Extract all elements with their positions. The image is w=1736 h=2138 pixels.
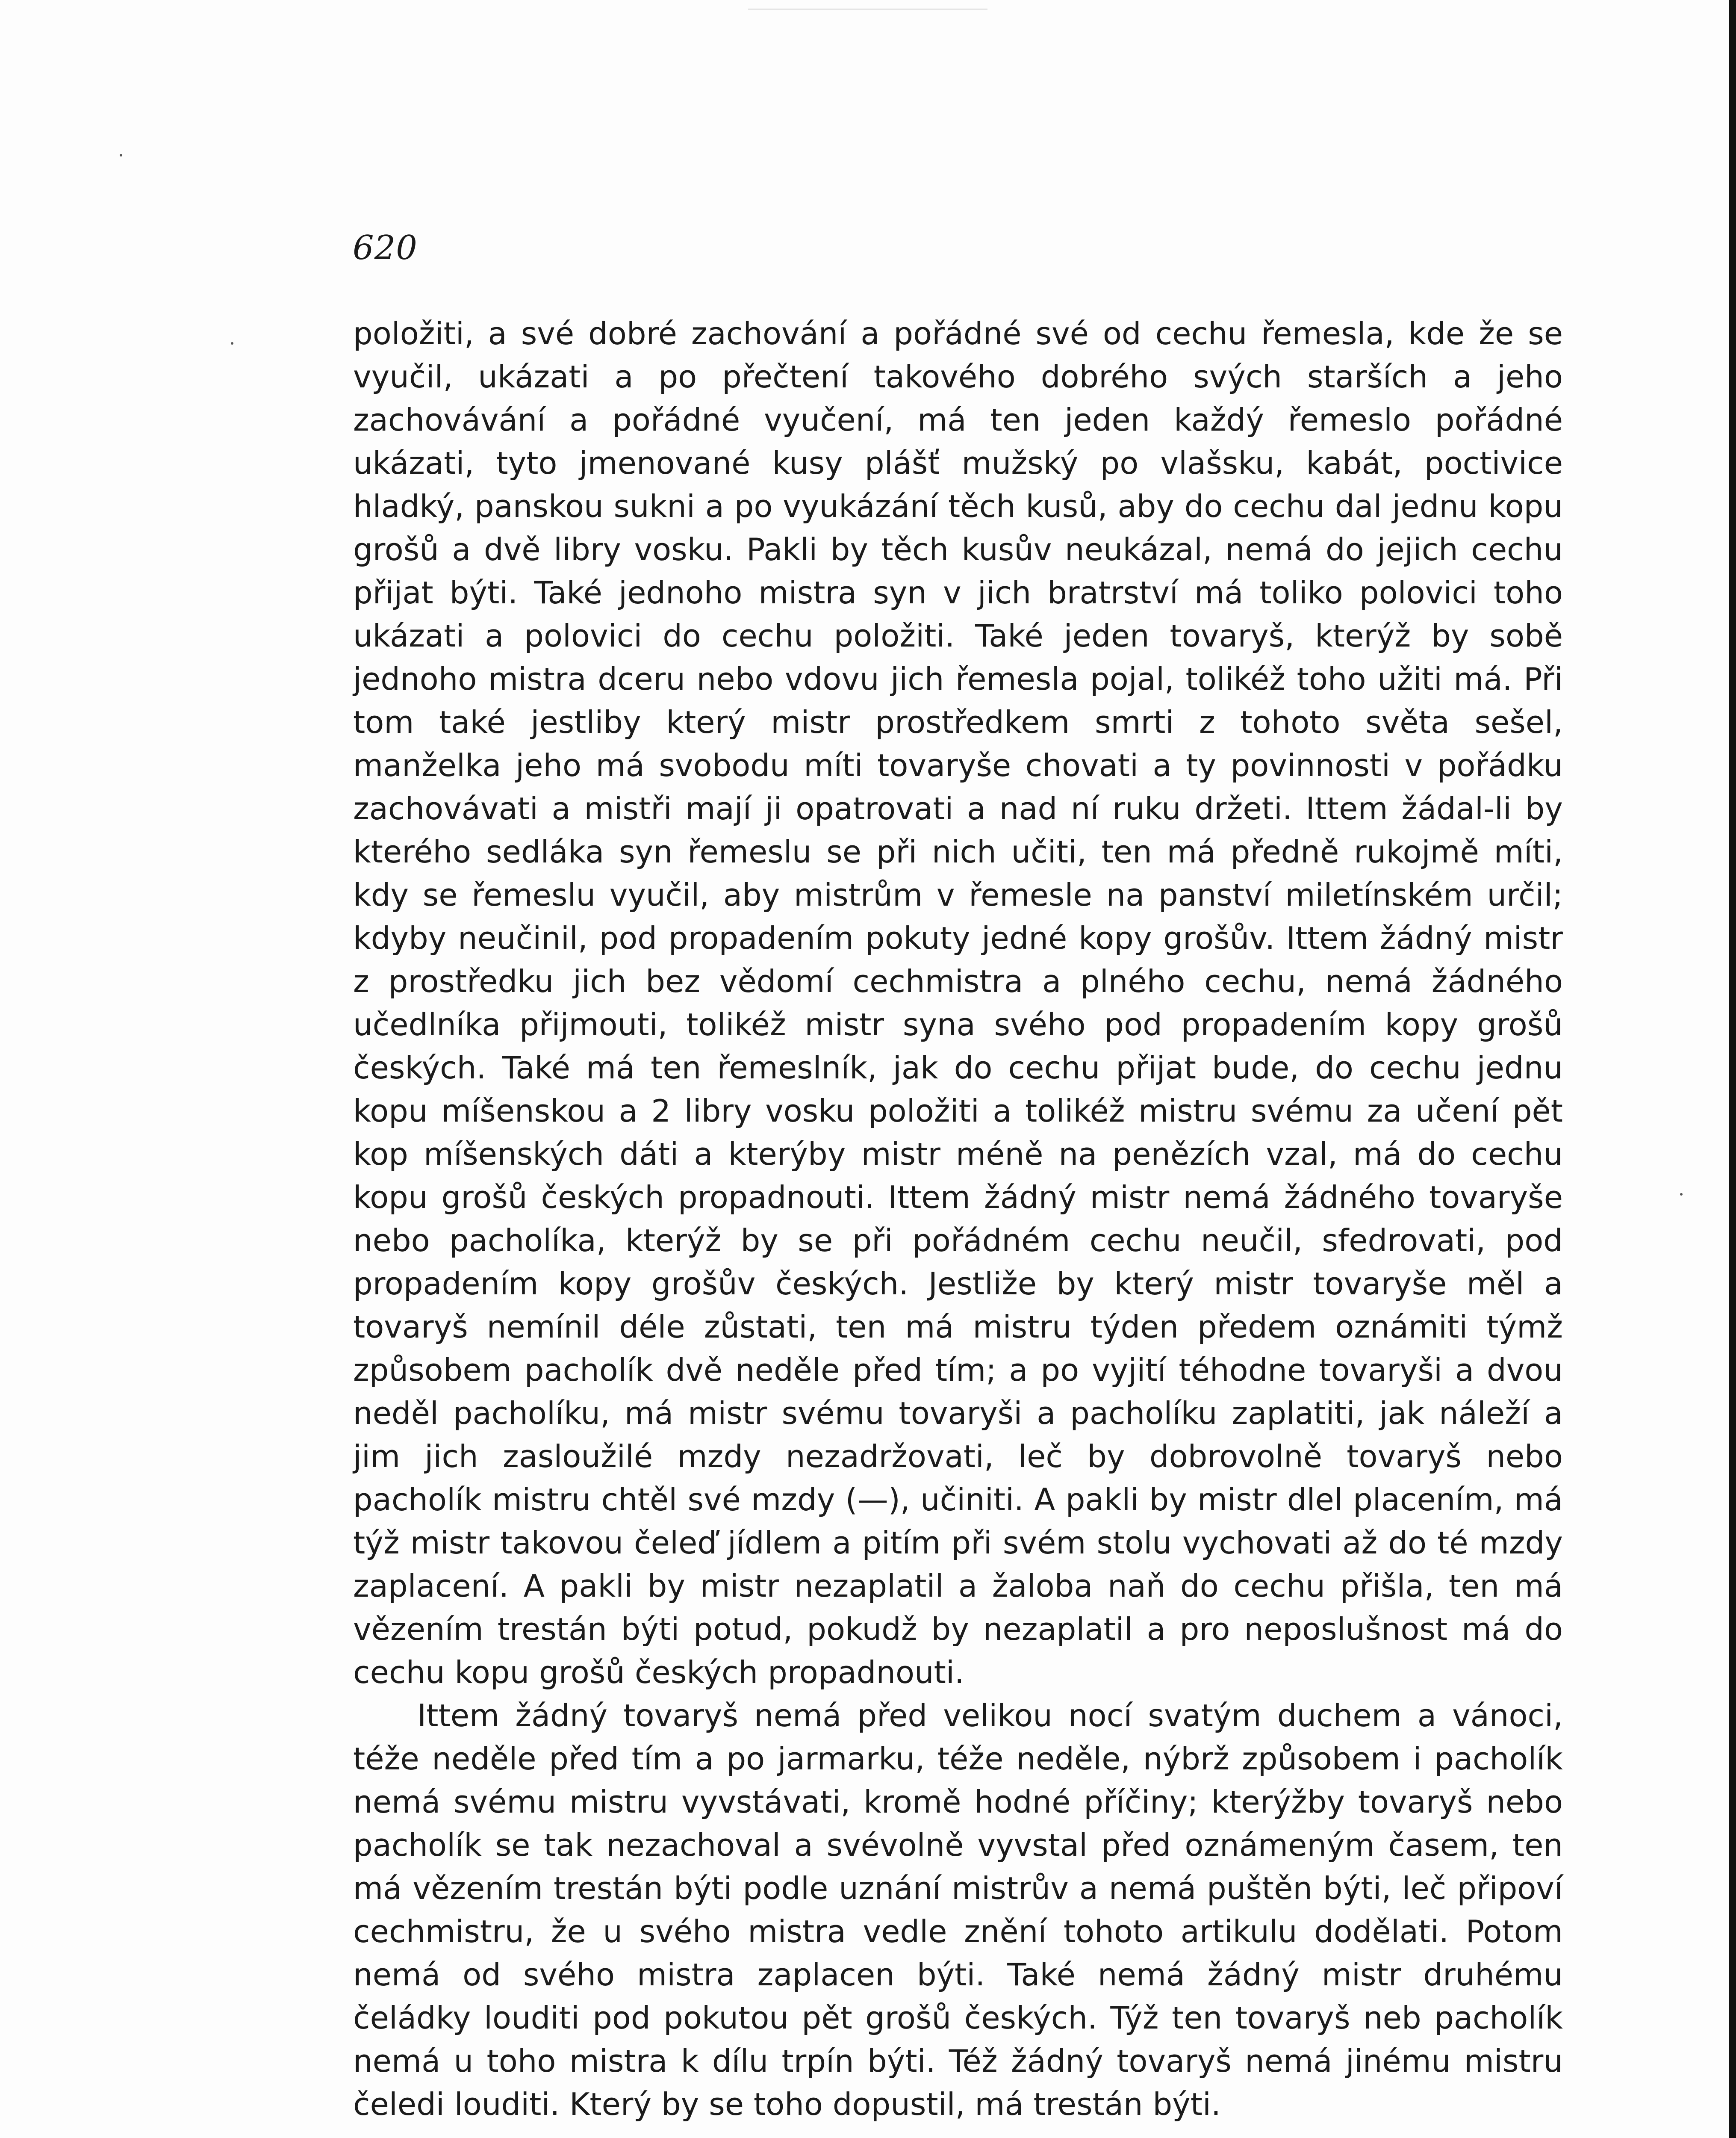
paragraph: Ittem žádný tovaryš nemá před velikou nocí svatým duchem a vánoci, téže neděle před tím a po jarmarku, téže neděle, nýbrž způsobem i pacholík nemá svému mistru vyvstávati, kromě hodné příčiny; kterýžby tovaryš nebo pacholík se tak nezachoval a svévolně vyvstal před oznámeným časem, ten má vězením trestán býti podle uznání mistrův a nemá puštěn býti, leč připoví cechmistru, že u svého mistra vedle znění tohoto artikulu dodělati. Potom nemá od svého mistra zaplacen býti. Také nemá žádný mistr druhému čeládky louditi pod pokutou pět grošů českých. Týž ten tovaryš neb pacholík nemá u toho mistra k dílu trpín býti. Též žádný tovaryš nemá jinému mistru čeledi louditi. Který by se toho dopustil, má trestán býti. bbox=[353, 1698, 1563, 2122]
page-number: 620 bbox=[353, 229, 418, 267]
paragraph: položiti, a své dobré zachování a pořádné své od cechu řemesla, kde že se vyučil, ukázati a po přečtení takového dobrého svých starších a jeho zachovávání a pořádné vyučení, má ten jeden každý řemeslo pořádné ukázati, tyto jmenované kusy plášť mužský po vlašsku, kabát, poctivice hladký, panskou sukni a po vyukázání těch kusů, aby do cechu dal jednu kopu grošů a dvě libry vosku. Pakli by těch kusův neukázal, nemá do jejich cechu přijat býti. Také jednoho mistra syn v jich bratrství má toliko polovici toho ukázati a polovici do cechu položiti. Také jeden tovaryš, kterýž by sobě jednoho mistra dceru nebo vdovu jich řemesla pojal, tolikéž toho užiti má. Při tom také jestliby který mistr prostředkem smrti z tohoto světa sešel, manželka jeho má svobodu míti tovaryše chovati a ty povinnosti v pořádku zachovávati a mistři mají ji opatrovati a nad ní ruku držeti. Ittem žádal-li by kterého sedláka syn řemeslu se při nich učiti, ten má předně rukojmě míti, kdy se řemeslu vyučil, aby mistrům v řemesle na panství miletínském určil; kdyby neučinil, pod propadením pokuty jedné kopy grošův. Ittem žádný mistr z prostředku jich bez vědomí cechmistra a plného cechu, nemá žádného učedlníka přijmouti, tolikéž mistr syna svého pod propadením kopy grošů českých. Také má ten řemeslník, jak do cechu přijat bude, do cechu jednu kopu míšenskou a 2 libry vosku položiti a tolikéž mistru svému za učení pět kop míšenských dáti a kterýby mistr méně na penězích vzal, má do cechu kopu grošů českých propadnouti. Ittem žádný mistr nemá žádného tovaryše nebo pacholíka, kterýž by se při pořádném cechu neučil, sfedrovati, pod propadením kopy grošův českých. Jestliže by který mistr tovaryše měl a tovaryš nemínil déle zůstati, ten má mistru týden předem oznámiti týmž způsobem pacholík dvě neděle před tím; a po vyjití téhodne tovaryši a dvou neděl pacholíku, má mistr svému tovaryši a pacholíku zaplatiti, jak náleží a jim jich zasloužilé mzdy nezadržovati, leč by dobrovolně tovaryš nebo pacholík mistru chtěl své mzdy (—), učiniti. A pakli by mistr dlel placením, má týž mistr takovou čeleď jídlem a pitím při svém stolu vychovati až do té mzdy zaplacení. A pakli by mistr nezaplatil a žaloba naň do cechu přišla, ten má vězením trestán býti potud, pokudž by nezaplatil a pro neposlušnost má do cechu kopu grošů českých propadnouti. bbox=[353, 316, 1563, 1690]
scan-speck bbox=[120, 154, 122, 157]
body-text bbox=[353, 312, 1563, 2126]
scan-speck bbox=[1680, 1193, 1683, 1196]
scan-speck bbox=[231, 342, 233, 345]
scan-artifact bbox=[748, 9, 987, 40]
scan-edge-right bbox=[1729, 0, 1736, 2138]
